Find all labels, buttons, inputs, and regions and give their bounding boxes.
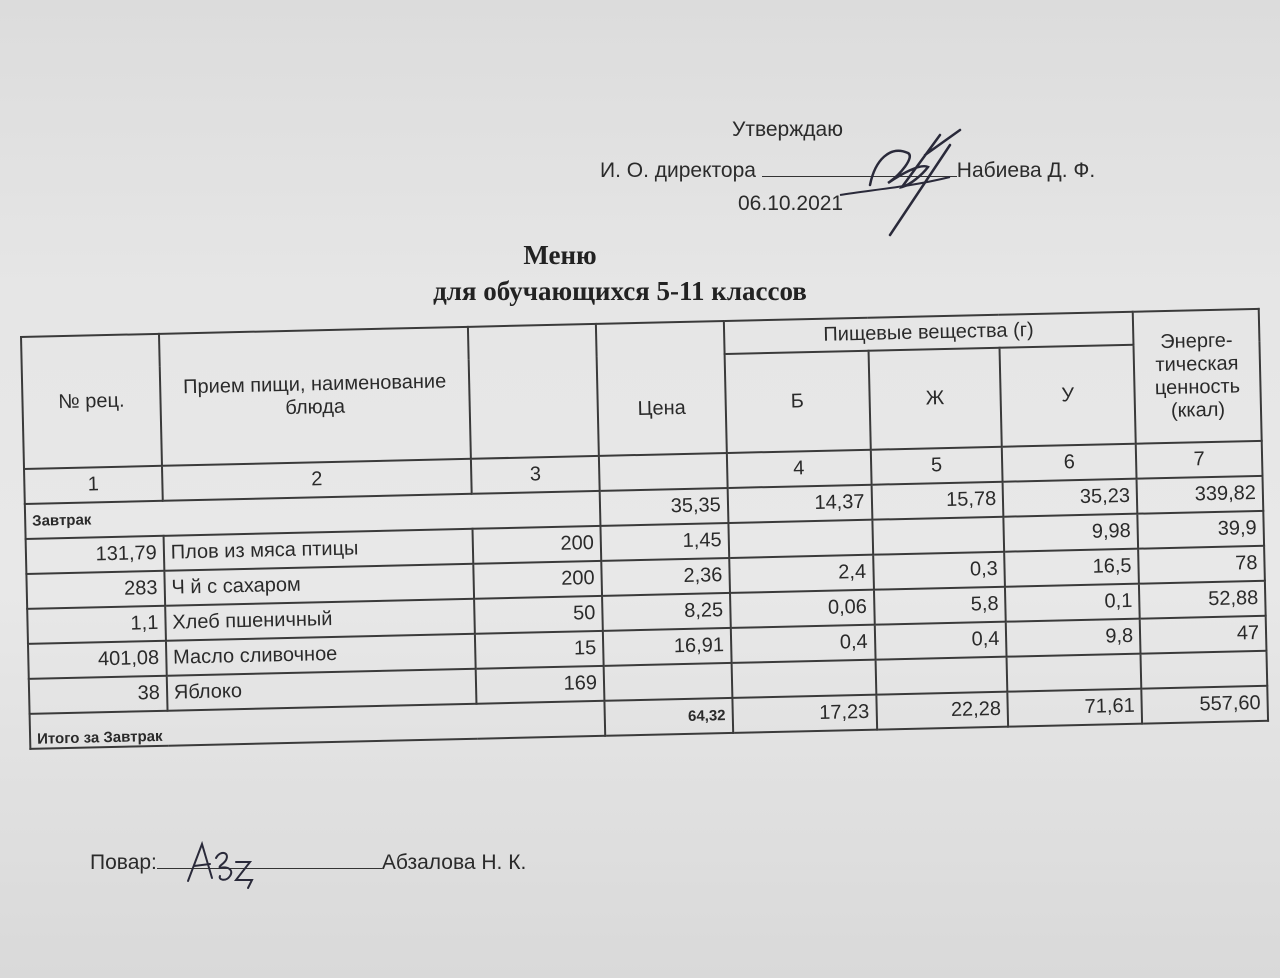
row-carbs: 9,98	[1004, 514, 1139, 552]
row-weight: 169	[476, 666, 604, 704]
header-energy: Энерге- тическая ценность (ккал)	[1133, 309, 1262, 444]
header-price: Цена	[596, 321, 727, 456]
section-carbs: 35,23	[1003, 479, 1138, 517]
row-dish: Хлеб пшеничный	[165, 599, 475, 641]
row-kcal: 78	[1138, 546, 1265, 584]
index-cell: 5	[870, 447, 1003, 485]
row-num: 131,79	[26, 536, 165, 574]
row-dish: Ч й с сахаром	[164, 564, 474, 606]
header-weight	[468, 324, 599, 459]
section-kcal: 339,82	[1137, 476, 1264, 514]
row-carbs: 9,8	[1006, 619, 1141, 657]
row-protein	[728, 520, 872, 558]
total-label: Итого за Завтрак	[30, 701, 606, 749]
index-cell: 4	[727, 450, 871, 488]
section-label: Завтрак	[25, 491, 601, 539]
index-cell	[599, 453, 728, 491]
row-carbs	[1007, 654, 1142, 692]
row-price: 1,45	[600, 523, 729, 561]
row-dish: Яблоко	[167, 669, 477, 711]
row-weight: 15	[475, 631, 603, 669]
index-cell: 1	[24, 466, 163, 504]
row-fat: 5,8	[873, 587, 1006, 625]
row-price: 16,91	[603, 628, 732, 666]
header-fat: Ж	[868, 348, 1002, 450]
row-carbs: 0,1	[1005, 584, 1140, 622]
total-fat: 22,28	[876, 692, 1009, 730]
row-protein	[731, 660, 875, 698]
row-num: 1,1	[27, 606, 166, 644]
total-kcal: 557,60	[1141, 686, 1268, 724]
row-protein: 0,4	[731, 625, 875, 663]
row-fat: 0,4	[874, 622, 1007, 660]
index-cell: 6	[1002, 444, 1137, 482]
total-protein: 17,23	[732, 695, 876, 733]
document-title: Меню	[523, 240, 597, 270]
cook-signature-line	[90, 850, 526, 875]
row-fat	[872, 517, 1005, 555]
row-price: 8,25	[602, 593, 731, 631]
header-protein: Б	[724, 350, 870, 453]
row-weight: 200	[474, 561, 602, 599]
row-price	[604, 663, 733, 701]
director-signature-icon	[830, 115, 980, 240]
row-price: 2,36	[601, 558, 730, 596]
row-dish: Плов из мяса птицы	[163, 529, 473, 571]
index-cell: 7	[1136, 441, 1263, 479]
header-dish: Прием пищи, наименование блюда	[159, 327, 471, 466]
approval-date: 06.10.2021	[738, 192, 844, 215]
section-fat: 15,78	[871, 482, 1004, 520]
row-carbs: 16,5	[1004, 549, 1139, 587]
row-kcal: 39,9	[1137, 511, 1264, 549]
cook-name: Абзалова Н. К.	[381, 851, 527, 874]
index-cell: 2	[162, 459, 472, 501]
approval-name: Набиева Д. Ф.	[956, 159, 1096, 182]
total-carbs: 71,61	[1008, 689, 1143, 727]
header-nutrients: Пищевые вещества (г)	[724, 312, 1134, 354]
approval-position: И. О. директора	[600, 159, 756, 182]
cook-label: Повар:	[90, 851, 157, 874]
section-protein: 14,37	[727, 485, 871, 523]
row-kcal: 52,88	[1139, 581, 1266, 619]
row-protein: 0,06	[730, 590, 874, 628]
section-price: 35,35	[600, 488, 729, 526]
menu-table	[20, 308, 1269, 750]
document-subtitle: для обучающихся 5-11 классов	[433, 276, 807, 306]
row-kcal	[1141, 651, 1268, 689]
row-weight: 50	[474, 596, 602, 634]
row-dish: Масло сливочное	[166, 634, 476, 676]
row-num: 38	[29, 676, 168, 714]
header-num: № рец.	[21, 334, 162, 469]
row-num: 401,08	[28, 641, 167, 679]
row-protein: 2,4	[729, 555, 873, 593]
total-price: 64,32	[604, 698, 733, 736]
header-carbs: У	[1000, 344, 1136, 446]
row-kcal: 47	[1140, 616, 1267, 654]
row-num: 283	[26, 571, 165, 609]
approval-title: Утверждаю	[732, 118, 843, 141]
row-fat: 0,3	[873, 552, 1006, 590]
row-weight: 200	[473, 526, 601, 564]
row-fat	[875, 657, 1008, 695]
cook-signature-icon	[180, 836, 260, 896]
index-cell: 3	[471, 456, 599, 494]
